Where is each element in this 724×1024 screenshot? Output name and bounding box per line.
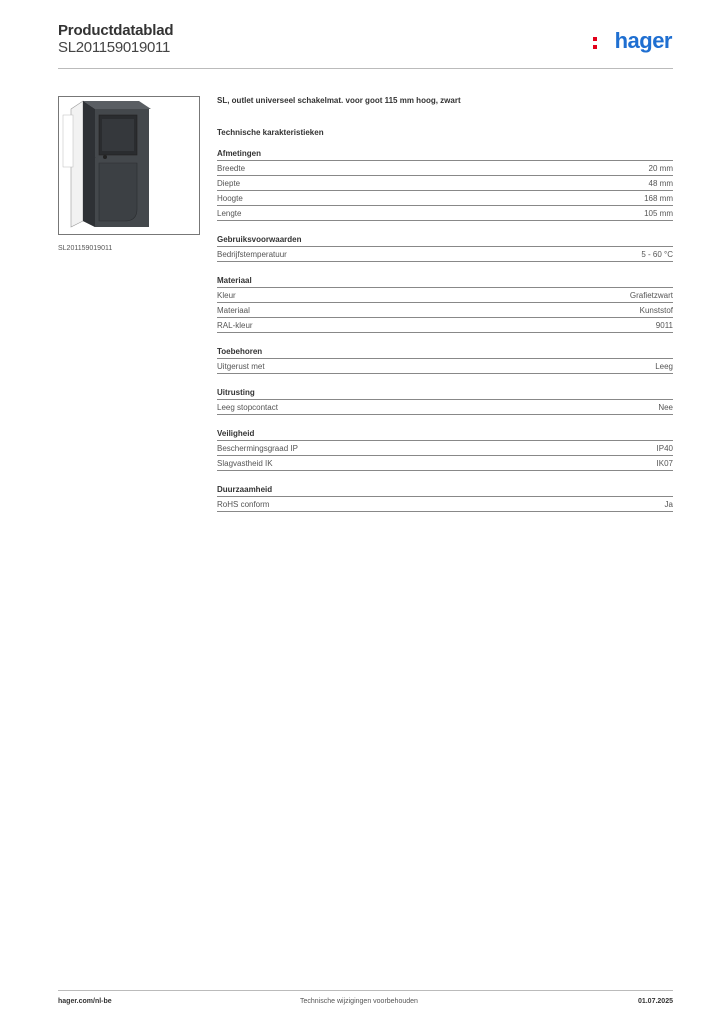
spec-label: Diepte	[217, 179, 241, 188]
product-description: SL, outlet universeel schakelmat. voor goot 115 mm hoog, zwart	[217, 96, 461, 105]
spec-label: Materiaal	[217, 306, 250, 315]
spec-row	[217, 191, 673, 206]
image-caption: SL201159019011	[58, 245, 113, 252]
product-image	[58, 96, 200, 235]
spec-value: Ja	[664, 500, 673, 509]
spec-value: Nee	[658, 403, 673, 412]
spec-label: Bedrijfstemperatuur	[217, 250, 287, 259]
spec-value: Leeg	[655, 362, 673, 371]
spec-row	[217, 288, 673, 303]
spec-row	[217, 318, 673, 333]
spec-groups	[217, 149, 673, 512]
spec-row	[217, 303, 673, 318]
spec-value: IK07	[656, 459, 673, 468]
spec-row	[217, 176, 673, 191]
spec-label: Lengte	[217, 209, 242, 218]
spec-value: 5 - 60 °C	[641, 250, 673, 259]
product-code: SL201159019011	[58, 39, 171, 56]
spec-label: Slagvastheid IK	[217, 459, 273, 468]
hager-logo[interactable]: hager	[614, 28, 672, 53]
footer-date: 01.07.2025	[637, 998, 673, 1005]
spec-value: 168 mm	[644, 194, 673, 203]
spec-label: Uitgerust met	[217, 362, 265, 371]
spec-label: Leeg stopcontact	[217, 403, 278, 412]
spec-group-title: Gebruiksvoorwaarden	[217, 235, 673, 247]
spec-group-title: Afmetingen	[217, 149, 673, 161]
page-title: Productdatablad	[58, 22, 174, 39]
header-divider	[58, 68, 673, 69]
section-title: Technische karakteristieken	[217, 128, 324, 137]
spec-label: RoHS conform	[217, 500, 270, 509]
spec-row	[217, 400, 673, 415]
spec-value: Grafietzwart	[629, 291, 673, 300]
footer-notice: Technische wijzigingen voorbehouden	[300, 998, 418, 1005]
spec-row	[217, 359, 673, 374]
hager-logo-mark	[593, 34, 597, 51]
spec-label: Beschermingsgraad IP	[217, 444, 298, 453]
spec-row	[217, 247, 673, 262]
spec-value: 9011	[655, 321, 673, 330]
spec-value: Kunststof	[639, 306, 673, 315]
footer-website-link[interactable]: hager.com/nl-be	[58, 998, 112, 1005]
spec-label: RAL-kleur	[217, 321, 253, 330]
spec-group-title: Veiligheid	[217, 429, 673, 441]
outlet-box-illustration	[59, 97, 199, 234]
footer-divider	[58, 990, 673, 991]
spec-row	[217, 206, 673, 221]
spec-group-title: Duurzaamheid	[217, 485, 673, 497]
spec-column	[217, 96, 673, 512]
spec-value: IP40	[656, 444, 673, 453]
spec-value: 105 mm	[644, 209, 673, 218]
spec-label: Hoogte	[217, 194, 243, 203]
spec-label: Kleur	[217, 291, 236, 300]
spec-row	[217, 497, 673, 512]
spec-value: 48 mm	[648, 179, 673, 188]
spec-row	[217, 456, 673, 471]
spec-label: Breedte	[217, 164, 246, 173]
spec-group-title: Toebehoren	[217, 347, 673, 359]
spec-row	[217, 441, 673, 456]
spec-row	[217, 161, 673, 176]
spec-group-title: Materiaal	[217, 276, 673, 288]
spec-group-title: Uitrusting	[217, 388, 673, 400]
spec-value: 20 mm	[648, 164, 673, 173]
